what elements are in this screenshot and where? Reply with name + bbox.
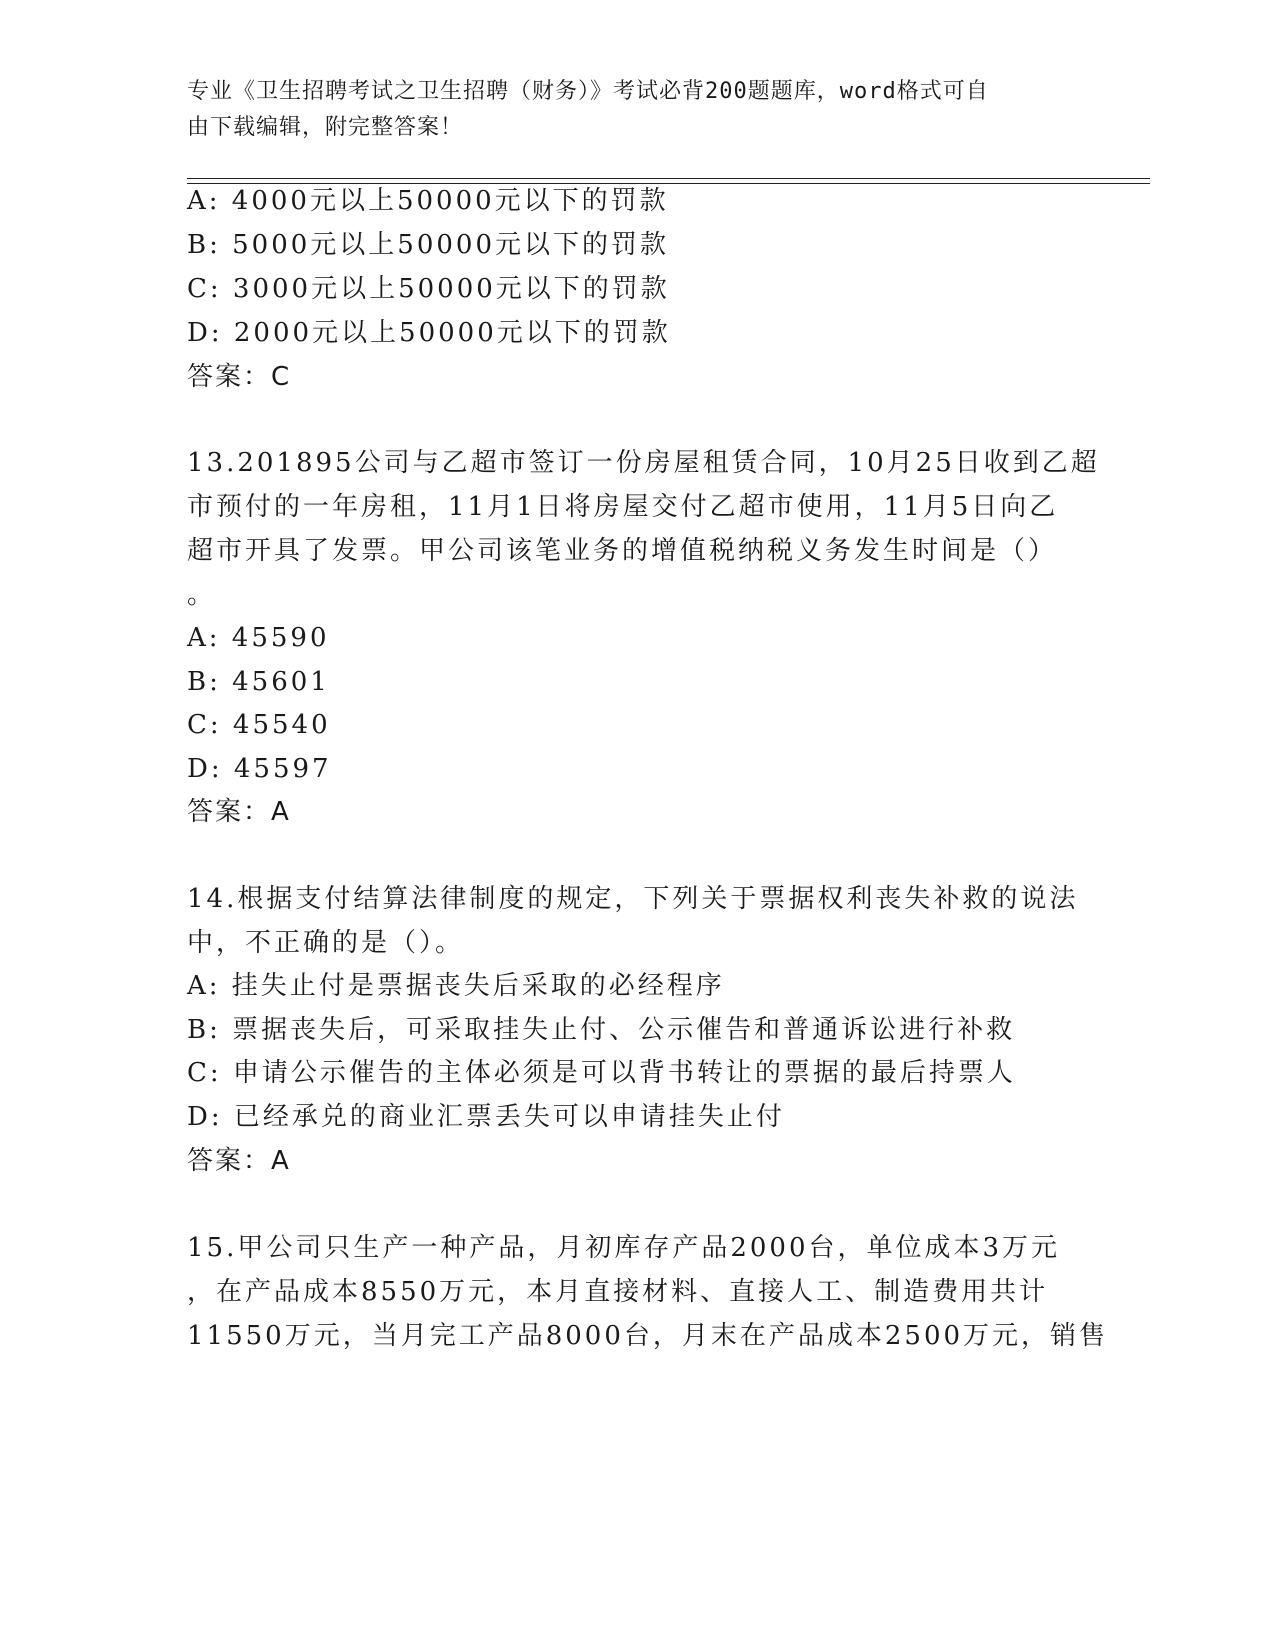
q13-stem-line-1: 13.201895公司与乙超市签订一份房屋租赁合同，10月25日收到乙超 (187, 448, 1100, 478)
q12-option-a: A: 4000元以上50000元以下的罚款 (187, 186, 669, 216)
q12-option-b: B: 5000元以上50000元以下的罚款 (187, 230, 670, 260)
q15-stem-line-2: ，在产品成本8550万元，本月直接材料、直接人工、制造费用共计 (187, 1277, 1049, 1307)
document-header (187, 74, 1067, 146)
header-line-1: 专业《卫生招聘考试之卫生招聘（财务）》考试必背200题题库，word格式可自 (187, 79, 989, 104)
q13-stem-line-2: 市预付的一年房租，11月1日将房屋交付乙超市使用，11月5日向乙 (187, 492, 1059, 522)
header-divider-bottom (187, 183, 1150, 184)
q14-option-a: A: 挂失止付是票据丧失后采取的必经程序 (187, 971, 725, 1001)
q14-stem-line-1: 14.根据支付结算法律制度的规定，下列关于票据权利丧失补救的说法 (187, 884, 1079, 914)
q14-stem-line-2: 中，不正确的是（）。 (187, 928, 465, 958)
q14-option-c: C: 申请公示催告的主体必须是可以背书转让的票据的最后持票人 (187, 1058, 1016, 1088)
q12-option-c: C: 3000元以上50000元以下的罚款 (187, 274, 670, 304)
header-line-2: 由下载编辑，附完整答案！ (187, 115, 464, 140)
q14-option-b: B: 票据丧失后，可采取挂失止付、公示催告和普通诉讼进行补救 (187, 1015, 1016, 1045)
q13-stem-line-3: 超市开具了发票。甲公司该笔业务的增值税纳税义务发生时间是（） (187, 536, 1058, 566)
q15-stem-line-1: 15.甲公司只生产一种产品，月初库存产品2000台，单位成本3万元 (187, 1233, 1061, 1263)
header-divider-top (187, 178, 1150, 179)
q14-answer: 答案：A (187, 1146, 291, 1176)
q12-option-d: D: 2000元以上50000元以下的罚款 (187, 318, 671, 348)
q12-answer: 答案：C (187, 362, 292, 392)
q13-option-b: B: 45601 (187, 667, 330, 697)
q13-answer: 答案：A (187, 797, 291, 827)
q14-option-d: D: 已经承兑的商业汇票丢失可以申请挂失止付 (187, 1102, 785, 1132)
q13-option-d: D: 45597 (187, 754, 332, 784)
q15-stem-line-3: 11550万元，当月完工产品8000台，月末在产品成本2500万元，销售 (187, 1321, 1109, 1351)
q13-option-a: A: 45590 (187, 623, 330, 653)
q13-option-c: C: 45540 (187, 710, 331, 740)
q13-stem-line-4: 。 (187, 580, 217, 610)
